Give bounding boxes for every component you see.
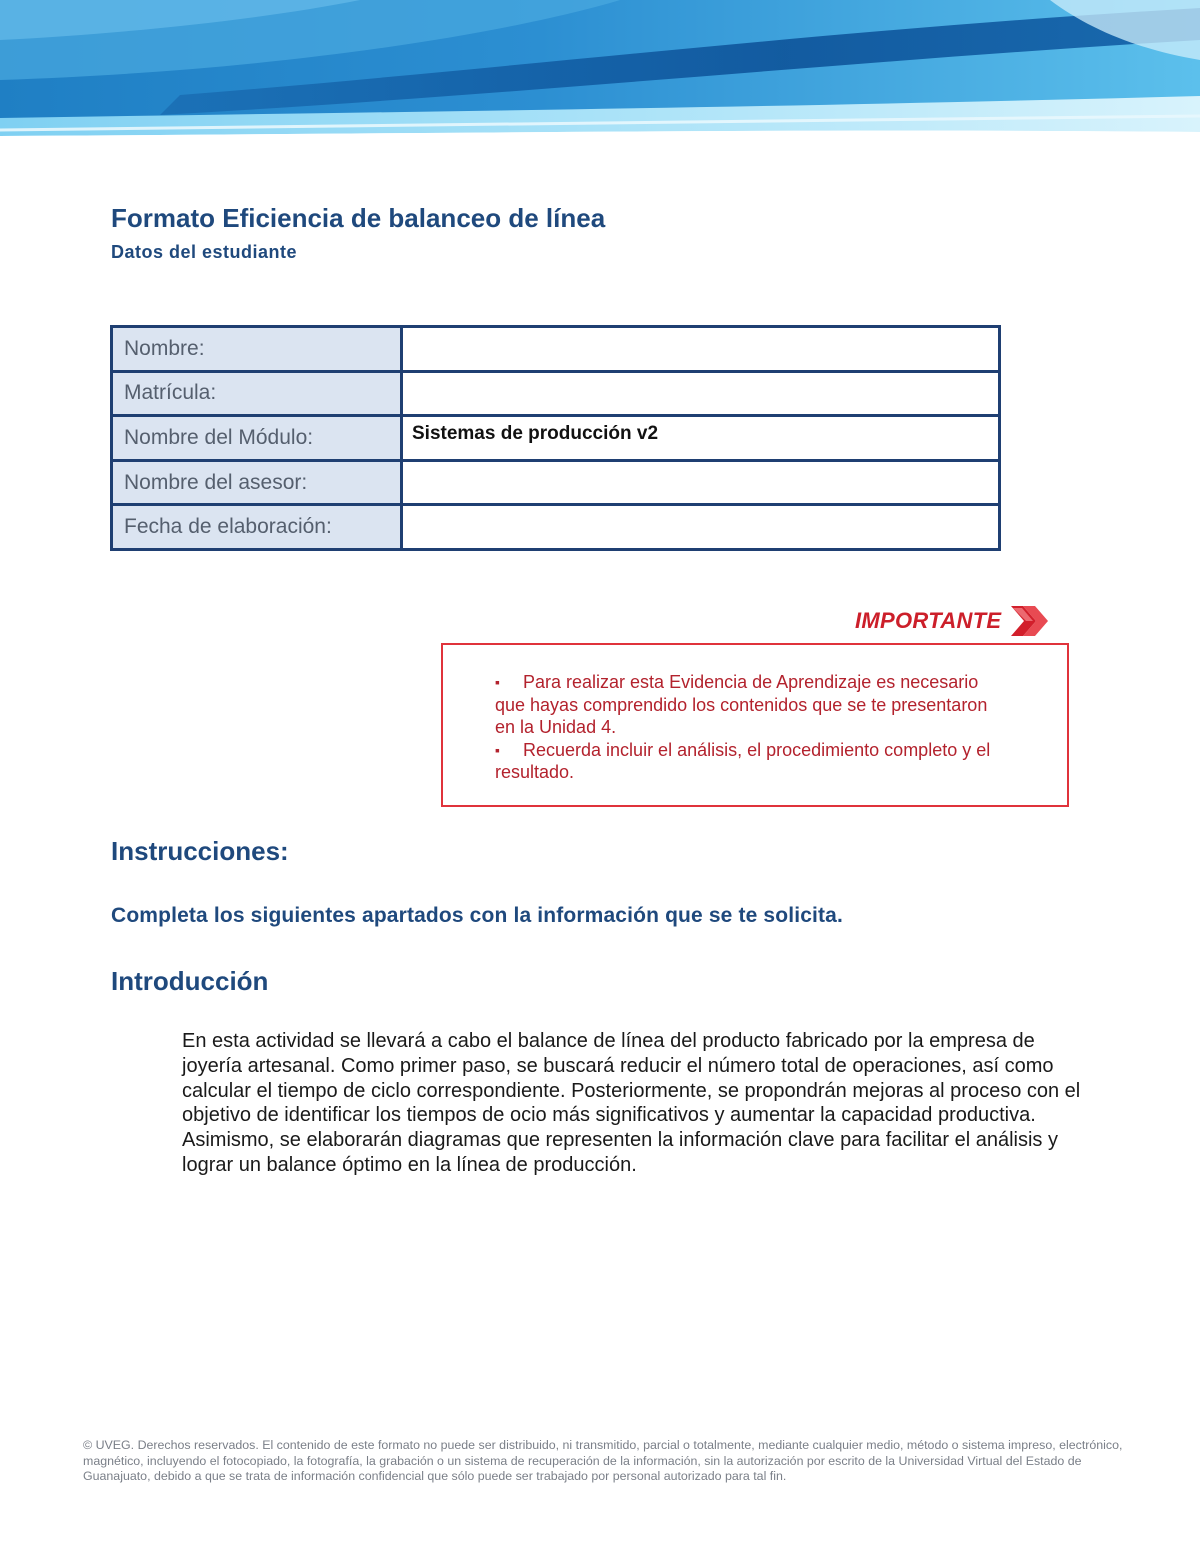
list-item: [495, 671, 1007, 739]
double-chevron-right-icon: [1009, 604, 1049, 638]
footer-copyright: © UVEG. Derechos reservados. El contenido de este formato no puede ser distribuido, ni transmitido, parcial o totalmente, mediante cualquier medio, método o sistema impreso, electrónico, magnético, incluyendo el fotocopiado, la fotografía, la grabación o un sistema de recuperación de la información, sin la autorización por escrito de la Universidad Virtual del Estado de Guanajuato, debido a que se trata de información confidencial que sólo puede ser trabajado por personal autorizado para tal fin.: [83, 1438, 1123, 1484]
importante-note-box: [441, 643, 1069, 807]
instrucciones-text: Completa los siguientes apartados con la información que se te solicita.: [111, 904, 843, 927]
importante-header: [855, 604, 1049, 638]
table-row: [112, 416, 1000, 461]
bullet-icon: ▪: [495, 674, 500, 690]
table-value-asesor[interactable]: [402, 460, 1000, 505]
table-label-modulo: Nombre del Módulo:: [112, 416, 402, 461]
introduccion-paragraph: En esta actividad se llevará a cabo el balance de línea del producto fabricado por la empresa de joyería artesanal. Como primer paso, se buscará reducir el número total de operaciones, así como calcular el tiempo de ciclo correspondiente. Posteriormente, se propondrán mejoras al proceso con el objetivo de identificar los tiempos de ocio más significativos y aumentar la capacidad productiva. Asimismo, se elaborarán diagramas que representen la información clave para facilitar el análisis y lograr un balance óptimo en la línea de producción.: [182, 1030, 1081, 1176]
instrucciones-heading: Instrucciones:: [111, 836, 289, 866]
list-item: [495, 739, 1007, 784]
table-value-fecha[interactable]: [402, 505, 1000, 550]
table-label-nombre: Nombre:: [112, 327, 402, 372]
table-row: [112, 505, 1000, 550]
document-subtitle: Datos del estudiante: [111, 242, 298, 262]
document-title: Formato Eficiencia de balanceo de línea: [111, 203, 606, 233]
student-data-table: [110, 325, 1001, 551]
table-row: [112, 371, 1000, 416]
note-text: Recuerda incluir el análisis, el procedimiento completo y el resultado.: [495, 739, 991, 782]
table-label-matricula: Matrícula:: [112, 371, 402, 416]
table-value-matricula[interactable]: [402, 371, 1000, 416]
table-value-modulo[interactable]: Sistemas de producción v2: [402, 416, 1000, 461]
table-label-asesor: Nombre del asesor:: [112, 460, 402, 505]
bullet-icon: ▪: [495, 741, 500, 758]
table-label-fecha: Fecha de elaboración:: [112, 505, 402, 550]
header-wave-graphic: [0, 0, 1200, 148]
table-row: [112, 327, 1000, 372]
introduccion-heading: Introducción: [111, 966, 269, 996]
note-text: Para realizar esta Evidencia de Aprendizaje es necesario que hayas comprendido los contenidos que se te presentaron en la Unidad 4.: [495, 672, 988, 737]
table-row: [112, 460, 1000, 505]
header-banner: [0, 0, 1200, 148]
importante-label: IMPORTANTE: [855, 608, 1002, 633]
table-value-nombre[interactable]: [402, 327, 1000, 372]
